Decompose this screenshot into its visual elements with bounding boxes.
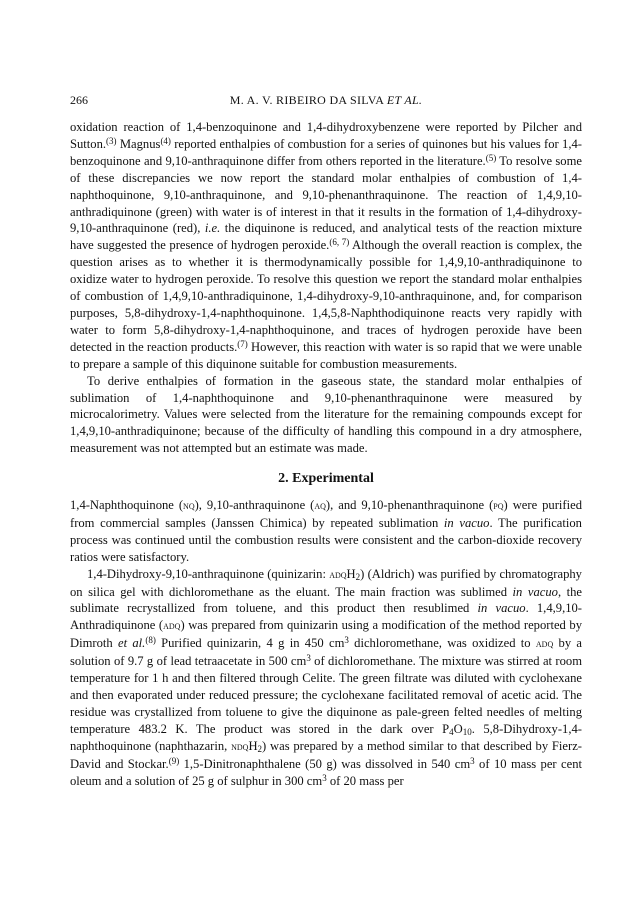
running-head-authors: M. A. V. RIBEIRO DA SILVA bbox=[229, 93, 384, 107]
running-head bbox=[70, 93, 582, 108]
page-number: 266 bbox=[70, 93, 88, 107]
paragraph-purification: 1,4-Naphthoquinone (nq), 9,10-anthraquinone (aq), and 9,10-phenanthraquinone (pq) were purified from commercial samples (Janssen Chimica) by repeated sublimation in vacuo. The purification process was continued until the combustion results were consistent and the carbon-dioxide recovery ratios were satisfactory. bbox=[70, 498, 582, 564]
paragraph-sublimation: To derive enthalpies of formation in the gaseous state, the standard molar enthalpies of sublimation of 1,4-naphthoquinone and 9,10-phenanthraquinone were measured by microcalorimetry. Values were selected from the literature for the remaining compounds except for 1,4,9,10-anthradiquinone; because of the difficulty of handling this compound in a dry atmosphere, measurement was not attempted but an estimate was made. bbox=[70, 373, 582, 456]
ref-8: (8) bbox=[145, 635, 156, 646]
ref-5: (5) bbox=[485, 152, 497, 163]
ref-3: (3) bbox=[106, 135, 117, 146]
page-header bbox=[70, 93, 582, 111]
article-body bbox=[70, 119, 582, 789]
ref-6-7: (6, 7) bbox=[329, 237, 350, 248]
section-heading-experimental: 2. Experimental bbox=[278, 471, 374, 487]
ref-9: (9) bbox=[168, 755, 180, 766]
ref-4: (4) bbox=[160, 135, 171, 146]
paragraph-intro: oxidation reaction of 1,4-benzoquinone and 1,4-dihydroxybenzene were reported by Pilcher and Sutton.$^{(3)}$ Magnus$^{(4)}$ reported enthalpies of combustion for a series of quinones but his values for 1,4-benzoquinone and 9,10-anthraquinone differ from others reported in the literature.$^{(5)}$ To resolve some of these discrepancies we now report the standard molar enthalpies of combustion of 1,4-naphthoquinone, 9,10-anthraquinone, and 9,10-phenanthraquinone. The reaction of 1,4,9,10-anthradiquinone (green) with water is of interest in that it results in the formation of 1,4-dihydroxy-9,10-anthraquinone (red), i.e. the diquinone is reduced, and analytical tests of the reaction mixture have suggested the presence of hydrogen peroxide.$^{(6, 7)}$ Although the overall reaction is complex, the question arises as to whether it is thermodynamically possible for 1,4,9,10-anthradiquinone to oxidize water to hydrogen peroxide. To resolve this question we report the standard molar enthalpies of combustion of 1,4,9,10-anthradiquinone, 1,4-dihydroxy-9,10-anthraquinone, and, for comparison purposes, 5,8-dihydroxy-1,4-naphthoquinone. 1,4,5,8-Naphthodiquinone reacts very rapidly with water to form 5,8-dihydroxy-1,4-naphthoquinone, and traces of hydrogen peroxide have been detected in the reaction products.$^{(7)}$ However, this reaction with water is so rapid that we were unable to prepare a sample of this diquinone suitable for combustion measurements. bbox=[70, 120, 583, 371]
running-head-etal: ET AL. bbox=[386, 93, 423, 107]
paragraph-preparation: 1,4-Dihydroxy-9,10-anthraquinone (quinizarin: adqH$_2$) (Aldrich) was purified by chromatography on silica gel with dichloromethane as the eluant. The main fraction was sublimed in vacuo, the sublimate recrystallized from toluene, and this product then resublimed in vacuo. 1,4,9,10-Anthradiquinone (adq) was prepared from quinizarin using a modification of the method reported by Dimroth et al.$^{(8)}$ Purified quinizarin, 4 g in 450 $cm^3$ dichloromethane, was oxidized to adq by a solution of 9.7 g of lead tetraacetate in 500 $cm^3$ of dichloromethane. The mixture was stirred at room temperature for 1 h and then filtered through Celite. The green filtrate was diluted with cyclohexane and then evaporated under reduced pressure; the cyclohexane facilitated removal of acetic acid. The residue was crystallized from toluene to give the diquinone as pale-green felted needles of melting temperature 483.2 K. The product was stored in the dark over $P_4O_{10}$. 5,8-Dihydroxy-1,4-naphthoquinone (naphthazarin, ndqH$_2$) was prepared by a method similar to that described by Fierz-David and Stockar.$^{(9)}$ 1,5-Dinitronaphthalene (50 g) was dissolved in 540 $cm^3$ of 10 mass per cent oleum and a solution of 25 g of sulphur in 300 $cm^3$ of 20 mass per bbox=[70, 566, 583, 788]
ref-7: (7) bbox=[237, 338, 248, 349]
